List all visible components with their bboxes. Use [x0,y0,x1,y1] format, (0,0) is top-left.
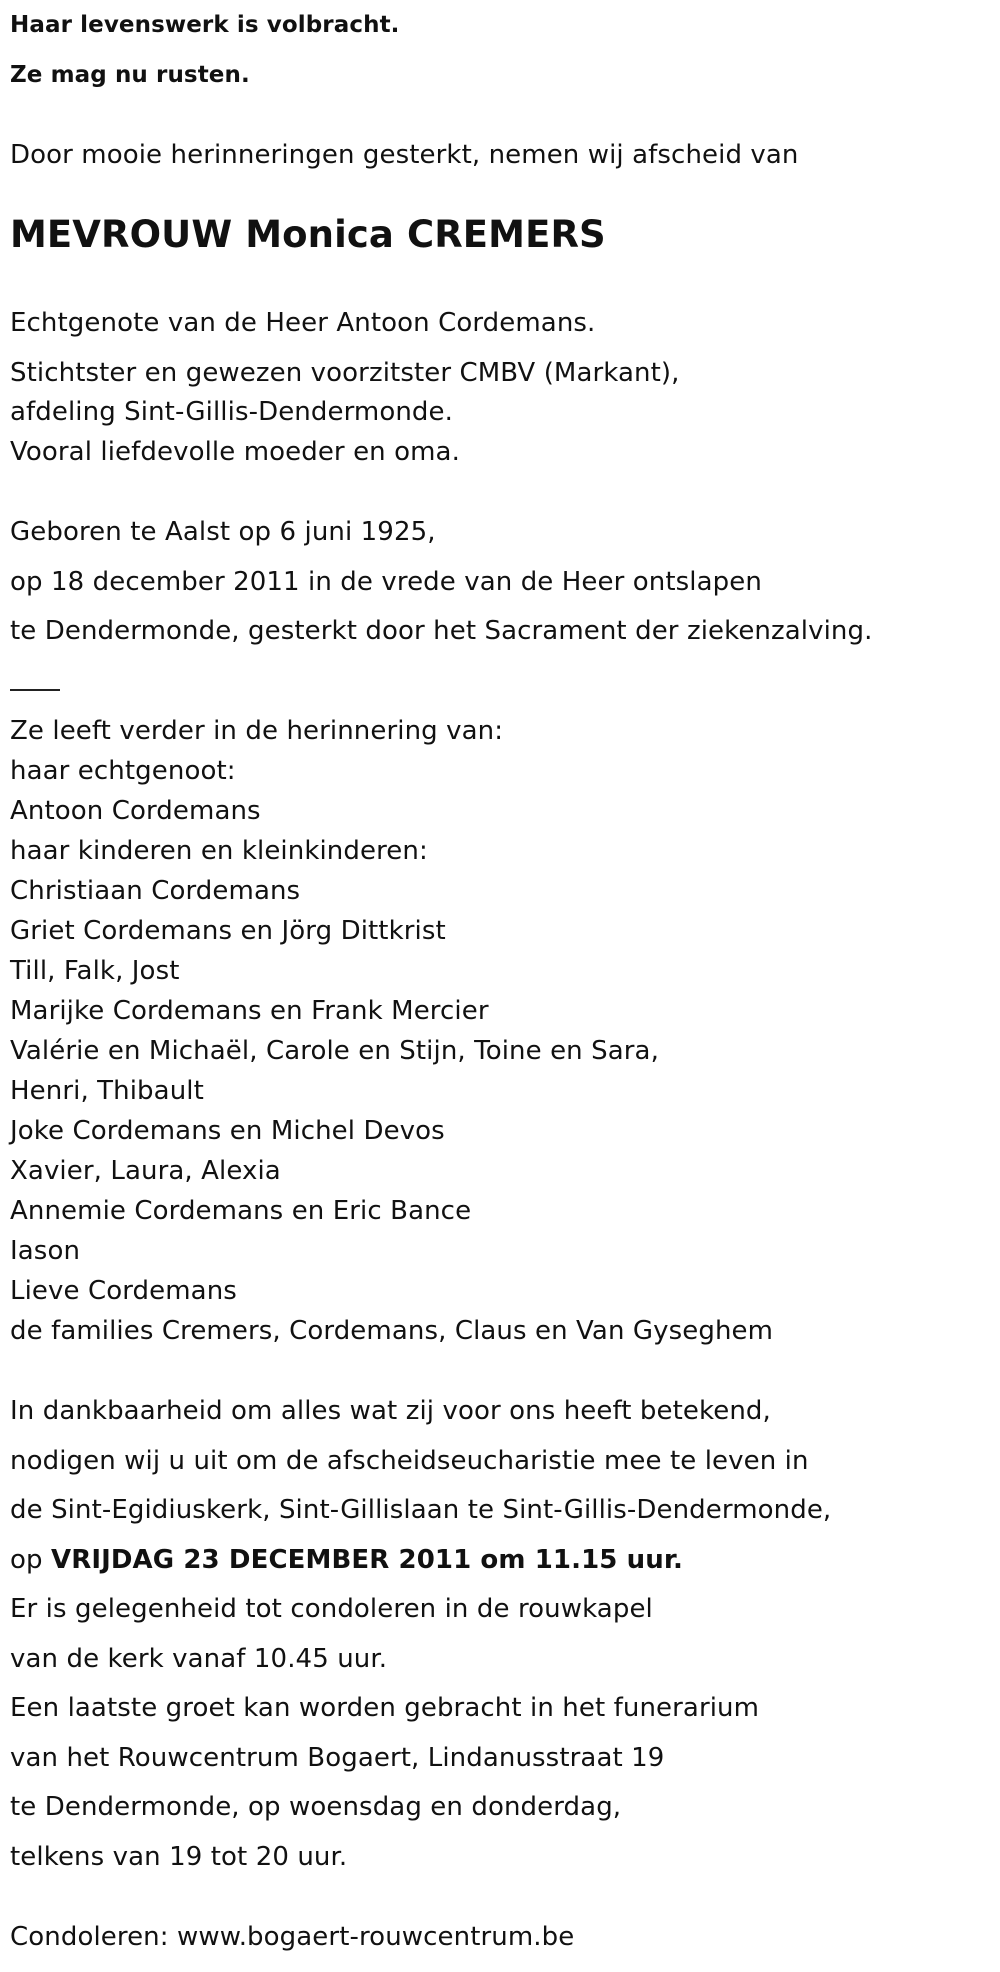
survivor-line: Till, Falk, Jost [10,956,180,986]
survivor-line: Lieve Cordemans [10,1276,237,1306]
separator-rule [10,689,60,691]
intro-text: Door mooie herinneringen gesterkt, nemen wij afscheid van [10,140,799,170]
survivor-line: Annemie Cordemans en Eric Bance [10,1196,472,1226]
ceremony-date-line [10,1545,683,1575]
survivor-line: Christiaan Cordemans [10,876,301,906]
bio-line-2: Stichtster en gewezen voorzitster CMBV (Markant), [10,358,680,388]
survivor-line: Henri, Thibault [10,1076,204,1106]
survivor-line: de families Cremers, Cordemans, Claus en Van Gyseghem [10,1316,774,1346]
bio-line-1: Echtgenote van de Heer Antoon Cordemans. [10,308,596,338]
bio-line-3: afdeling Sint-Gillis-Dendermonde. [10,397,453,427]
condolence-info-line-2: van de kerk vanaf 10.45 uur. [10,1644,388,1674]
funerarium-line-1: Een laatste groet kan worden gebracht in het funerarium [10,1693,760,1723]
ceremony-date: VRIJDAG 23 DECEMBER 2011 om 11.15 uur. [50,1545,684,1575]
motto-line-2: Ze mag nu rusten. [10,62,250,88]
survivor-line: Antoon Cordemans [10,796,261,826]
survivor-line: Marijke Cordemans en Frank Mercier [10,996,489,1026]
funerarium-line-3: te Dendermonde, op woensdag en donderdag, [10,1792,622,1822]
birth-line-1: Geboren te Aalst op 6 juni 1925, [10,517,436,547]
deceased-name: MEVROUW Monica CREMERS [10,213,606,256]
condolences-link[interactable]: Condoleren: www.bogaert-rouwcentrum.be [10,1922,575,1952]
ceremony-date-prefix: op [10,1545,51,1575]
survivor-line: haar kinderen en kleinkinderen: [10,836,428,866]
ceremony-line-2: nodigen wij u uit om de afscheidseucharistie mee te leven in [10,1446,809,1476]
ceremony-line-3: de Sint-Egidiuskerk, Sint-Gillislaan te Sint-Gillis-Dendermonde, [10,1495,832,1525]
motto-line-1: Haar levenswerk is volbracht. [10,12,400,38]
funerarium-line-2: van het Rouwcentrum Bogaert, Lindanusstraat 19 [10,1743,665,1773]
survivor-line: Griet Cordemans en Jörg Dittkrist [10,916,446,946]
survivor-line: Joke Cordemans en Michel Devos [10,1116,445,1146]
survivor-line: Xavier, Laura, Alexia [10,1156,281,1186]
birth-line-3: te Dendermonde, gesterkt door het Sacrament der ziekenzalving. [10,616,873,646]
survivor-line: Valérie en Michaël, Carole en Stijn, Toine en Sara, [10,1036,659,1066]
birth-line-2: op 18 december 2011 in de vrede van de Heer ontslapen [10,567,762,597]
bio-line-4: Vooral liefdevolle moeder en oma. [10,437,460,467]
survivor-line: haar echtgenoot: [10,756,236,786]
ceremony-line-1: In dankbaarheid om alles wat zij voor ons heeft betekend, [10,1396,771,1426]
condolence-info-line-1: Er is gelegenheid tot condoleren in de rouwkapel [10,1594,653,1624]
survivor-line: Iason [10,1236,81,1266]
funerarium-line-4: telkens van 19 tot 20 uur. [10,1842,348,1872]
survivor-line: Ze leeft verder in de herinnering van: [10,716,504,746]
